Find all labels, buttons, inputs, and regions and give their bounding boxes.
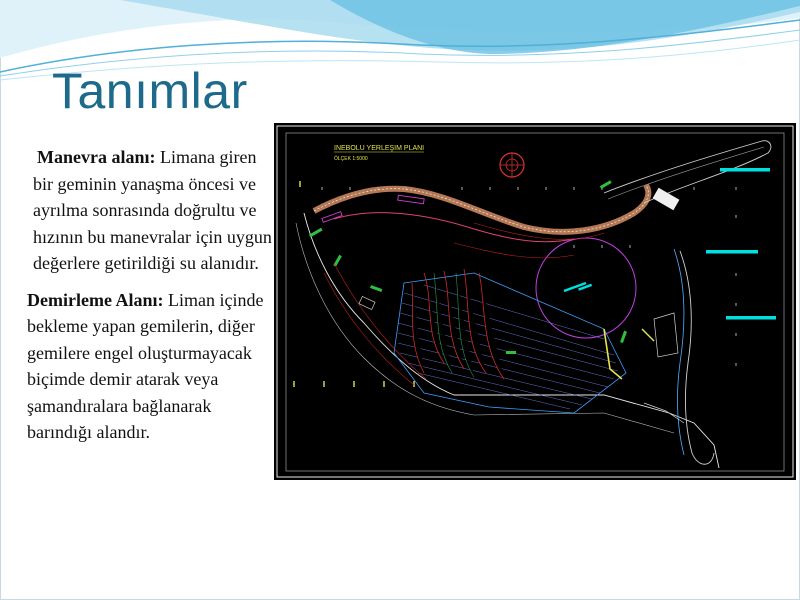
compass-rose-icon [500, 153, 524, 177]
definition-term: Manevra alanı: [37, 147, 156, 167]
cad-drawing [274, 123, 796, 480]
definition-body: Liman içinde bekleme yapan gemilerin, diğer gemilere engel oluşturmayacak biçimde demir atarak veya şamandıralara bağlanarak barındığı alandır. [27, 289, 264, 442]
slide-title: Tanımlar [52, 63, 248, 119]
definition-body: Limana giren bir geminin yanaşma öncesi ve ayrılma sonrasında doğrultu ve hızının bu manevralar için uygun değerlere getirildiği su alanıdır. [33, 147, 272, 273]
definition-demirleme [27, 287, 273, 446]
definition-manevra [33, 144, 273, 277]
definitions-text [27, 144, 273, 446]
plan-title: INEBOLU YERLEŞIM PLANI [334, 145, 425, 152]
port-layout-plan-image [274, 123, 796, 480]
plan-scale: ÖLÇEK 1:5000 [334, 156, 368, 162]
definition-term: Demirleme Alanı: [27, 289, 164, 310]
